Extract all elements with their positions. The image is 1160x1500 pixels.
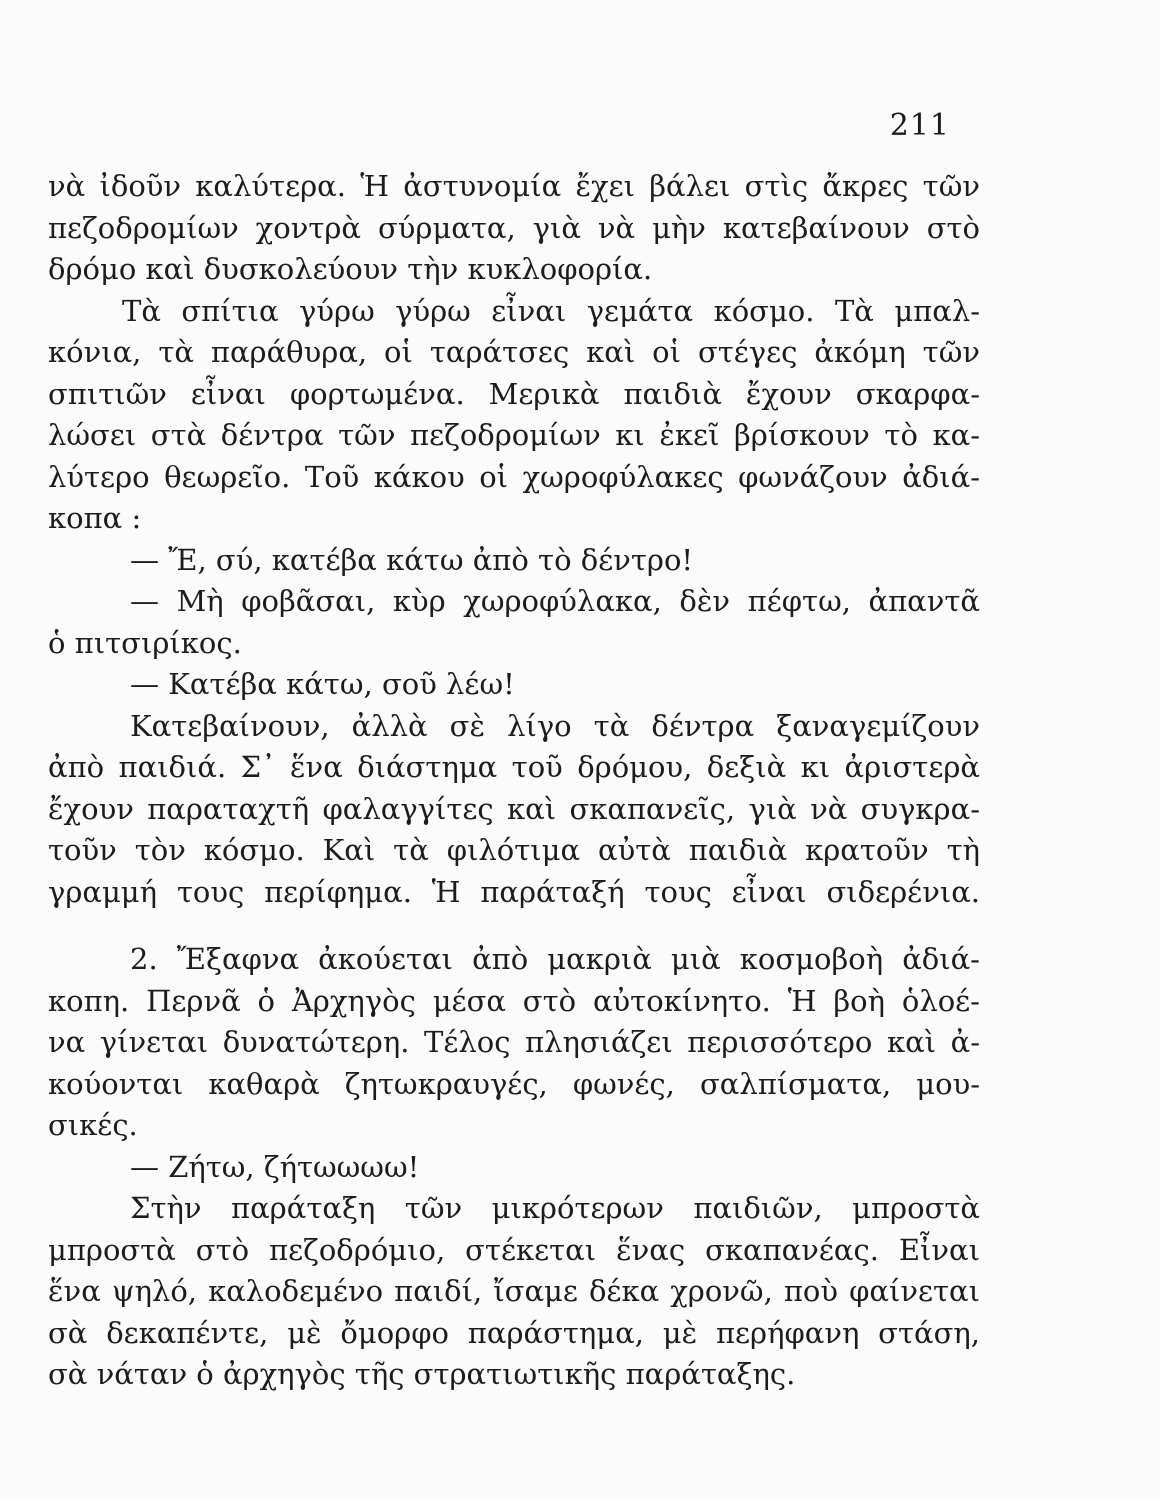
text-line: Κατεβαίνουν, ἀλλὰ σὲ λίγο τὰ δέντρα ξαναγεμίζουν: [130, 708, 980, 743]
body-text: [48, 166, 980, 1396]
text-line: τοῦν τὸν κόσμο. Καὶ τὰ φιλότιμα αὐτὰ παιδιὰ κρατοῦν τὴ: [48, 833, 980, 867]
text-line: Τὰ σπίτια γύρω γύρω εἶναι γεμάτα κόσμο. Τὰ μπαλ-: [122, 293, 980, 328]
page-number: 211: [889, 108, 950, 143]
text-line: πεζοδρομίων χοντρὰ σύρματα, γιὰ νὰ μὴν κατεβαίνουν στὸ: [48, 210, 980, 245]
text-line: — Ἔ, σύ, κατέβα κάτω ἀπὸ τὸ δέντρο!: [130, 542, 694, 577]
text-line: ἀπὸ παιδιά. Σ᾿ ἕνα διάστημα τοῦ δρόμου, δεξιὰ κι ἀριστερὰ: [48, 750, 980, 784]
text-line: νὰ ἰδοῦν καλύτερα. Ἡ ἀστυνομία ἔχει βάλει στὶς ἄκρες τῶν: [48, 169, 980, 203]
text-line: να γίνεται δυνατώτερη. Τέλος πλησιάζει περισσότερο καὶ ἀ-: [48, 1025, 980, 1059]
text-line: μπροστὰ στὸ πεζοδρόμιο, στέκεται ἕνας σκαπανέας. Εἶναι: [48, 1232, 980, 1267]
text-line: κόνια, τὰ παράθυρα, οἱ ταράτσες καὶ οἱ στέγες ἀκόμη τῶν: [48, 335, 980, 369]
text-line: ὁ πιτσιρίκος.: [48, 625, 242, 660]
text-line: κοπη. Περνᾶ ὁ Ἀρχηγὸς μέσα στὸ αὐτοκίνητο. Ἡ βοὴ ὁλοέ-: [48, 983, 980, 1018]
text-line: λύτερο θεωρεῖο. Τοῦ κάκου οἱ χωροφύλακες φωνάζουν ἀδιά-: [48, 459, 980, 494]
text-line: σὰ νάταν ὁ ἀρχηγὸς τῆς στρατιωτικῆς παράταξης.: [48, 1357, 796, 1391]
text-line: λώσει στὰ δέντρα τῶν πεζοδρομίων κι ἐκεῖ βρίσκουν τὸ κα-: [48, 418, 980, 452]
text-line: ἔχουν παραταχτῆ φαλαγγίτες καὶ σκαπανεῖς, γιὰ νὰ συγκρα-: [48, 791, 980, 826]
text-line: σικές.: [48, 1108, 138, 1142]
text-line: — Μὴ φοβᾶσαι, κὺρ χωροφύλακα, δὲν πέφτω, ἀπαντᾶ: [130, 584, 980, 618]
text-line: — Κατέβα κάτω, σοῦ λέω!: [130, 667, 515, 701]
text-line: 2. Ἔξαφνα ἀκούεται ἀπὸ μακριὰ μιὰ κοσμοβοὴ ἀδιά-: [130, 942, 980, 976]
text-line: γραμμή τους περίφημα. Ἡ παράταξή τους εἶναι σιδερένια.: [48, 874, 980, 909]
section-gap: [48, 913, 980, 939]
text-line: δρόμο καὶ δυσκολεύουν τὴν κυκλοφορία.: [48, 252, 653, 286]
text-line: σὰ δεκαπέντε, μὲ ὄμορφο παράστημα, μὲ περήφανη στάση,: [48, 1315, 980, 1350]
text-line: κούονται καθαρὰ ζητωκραυγές, φωνές, σαλπίσματα, μου-: [48, 1066, 980, 1101]
text-line: σπιτιῶν εἶναι φορτωμένα. Μερικὰ παιδιὰ ἔχουν σκαρφα-: [48, 376, 980, 411]
text-line: κοπα :: [48, 501, 142, 535]
text-line: ἕνα ψηλό, καλοδεμένο παιδί, ἴσαμε δέκα χρονῶ, ποὺ φαίνεται: [48, 1274, 980, 1308]
text-line: Στὴν παράταξη τῶν μικρότερων παιδιῶν, μπροστὰ: [130, 1191, 980, 1225]
text-line: — Ζήτω, ζήτωωωω!: [130, 1149, 420, 1184]
